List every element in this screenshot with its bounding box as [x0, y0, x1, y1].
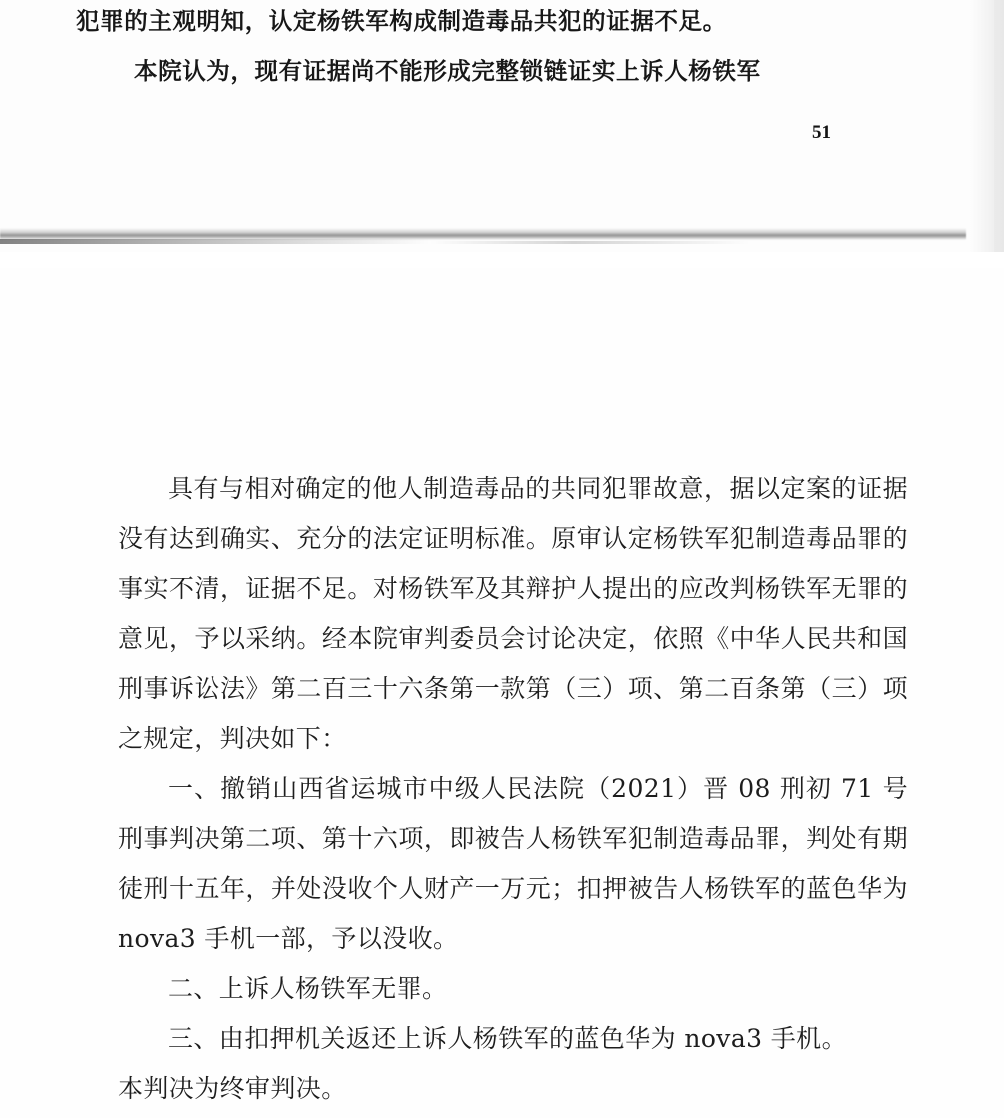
page-edge-shadow [994, 0, 1004, 252]
paragraph-ruling-1: 一、撤销山西省运城市中级人民法院（2021）晋 08 刑初 71 号刑事判决第二项、第十六项，即被告人杨铁军犯制造毒品罪，判处有期徒刑十五年，并处没收个人财产一万元；扣押被告人杨铁军的蓝色华为 nova3 手机一部，予以没收。 [118, 774, 908, 953]
scanned-page-bottom [0, 268, 1004, 1118]
scan-bottom-edge-dark [0, 239, 430, 244]
top-page-line-2: 本院认为，现有证据尚不能形成完整锁链证实上诉人杨铁军 [134, 57, 761, 85]
top-page-line-1: 犯罪的主观明知，认定杨铁军构成制造毒品共犯的证据不足。 [76, 7, 727, 35]
scanned-page-top [0, 0, 1004, 252]
paragraph-final-statement: 本判决为终审判决。 [118, 1074, 347, 1103]
paragraph-reasoning: 具有与相对确定的他人制造毒品的共同犯罪故意，据以定案的证据没有达到确实、充分的法定证明标准。原审认定杨铁军犯制造毒品罪的事实不清，证据不足。对杨铁军及其辩护人提出的应改判杨铁军无罪的意见，予以采纳。经本院审判委员会讨论决定，依照《中华人民共和国刑事诉讼法》第二百三十六条第一款第（三）项、第二百条第（三）项之规定，判决如下： [118, 474, 908, 753]
paragraph-ruling-2: 二、上诉人杨铁军无罪。 [168, 974, 448, 1003]
page-separator [0, 252, 1004, 268]
page-number: 51 [812, 122, 831, 143]
judgment-body [118, 464, 908, 1114]
paragraph-ruling-3: 三、由扣押机关返还上诉人杨铁军的蓝色华为 nova3 手机。 [168, 1024, 847, 1053]
scan-bottom-edge-light [430, 241, 750, 244]
